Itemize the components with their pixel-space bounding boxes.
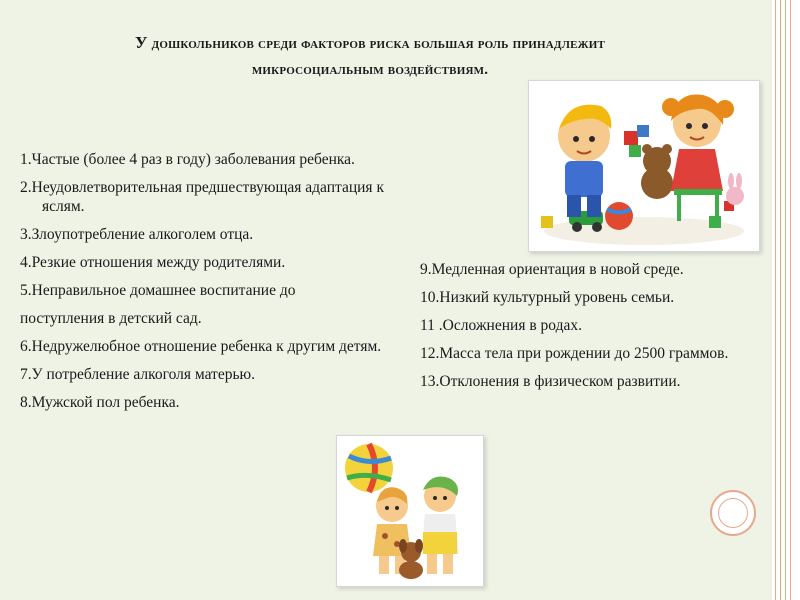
decorative-circle (710, 490, 756, 536)
list-item: 6.Недружелюбное отношение ребенка к другим детям. (20, 338, 382, 355)
decorative-line (790, 0, 791, 600)
decorative-line (785, 0, 786, 600)
list-item: 5.Неправильное домашнее воспитание до (20, 282, 296, 299)
children-toys-image (528, 80, 760, 252)
slide-title (60, 30, 680, 83)
list-item: 4.Резкие отношения между родителями. (20, 254, 286, 271)
list-item: 1.Частые (более 4 раз в году) заболевания ребенка. (20, 151, 355, 168)
list-item: 10.Низкий культурный уровень семьи. (420, 289, 675, 306)
decorative-line (780, 0, 781, 600)
list-item: поступления в детский сад. (20, 310, 202, 327)
list-item: 8.Мужской пол ребенка. (20, 394, 180, 411)
title-first-letter: У (134, 33, 148, 52)
list-item: 13.Отклонения в физическом развитии. (420, 373, 681, 390)
list-item: 2.Неудовлетворительная предшествующая адаптация к яслям. (20, 179, 384, 215)
list-item: 7.У потребление алкоголя матерью. (20, 366, 255, 383)
left-factor-list (20, 150, 400, 421)
list-item: 12.Масса тела при рождении до 2500 граммов. (420, 345, 729, 362)
list-item: 9.Медленная ориентация в новой среде. (420, 261, 684, 278)
children-toys-illustration (529, 81, 759, 251)
decorative-edge (772, 0, 800, 600)
title-line1: дошкольников среди факторов риска большая роль принадлежит (147, 36, 606, 52)
list-item: 11 .Осложнения в родах. (420, 317, 582, 334)
right-factor-list (420, 260, 770, 400)
children-ball-illustration (337, 436, 483, 586)
title-line2: микросоциальным воздействиям. (251, 62, 489, 78)
decorative-line (775, 0, 776, 600)
list-item: 3.Злоупотребление алкоголем отца. (20, 226, 254, 243)
children-ball-image (336, 435, 484, 587)
